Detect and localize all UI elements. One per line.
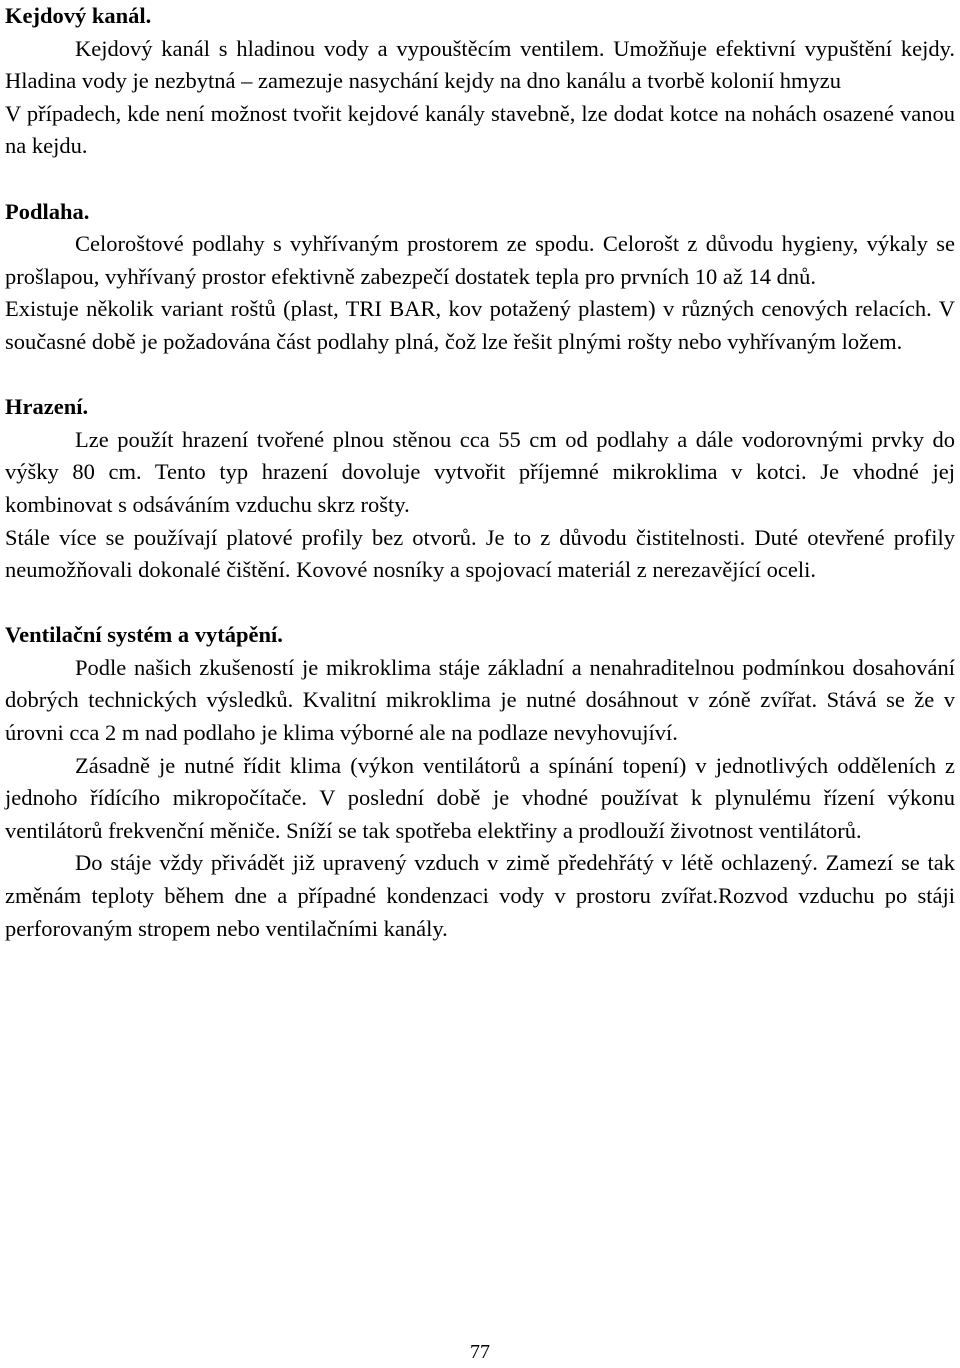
section-podlaha — [5, 196, 955, 359]
paragraph: Existuje několik variant roštů (plast, TRI BAR, kov potažený plastem) v různých cenových relacích. V současné době je požadována část podlahy plná, čož lze řešit plnými rošty nebo vyhřívaným ložem. — [5, 296, 955, 354]
section-hrazeni — [5, 391, 955, 587]
paragraph: Do stáje vždy přivádět již upravený vzduch v zimě předehřátý v létě ochlazený. Zamezí se tak změnám teploty během dne a případné kondenzaci vody v prostoru zvířat.Rozvod vzduchu po stáji perforovaným stropem nebo ventilačními kanály. — [5, 850, 955, 941]
paragraph: Zásadně je nutné řídit klima (výkon ventilátorů a spínání topení) v jednotlivých odděleních z jednoho řídícího mikropočítače. V poslední době je vhodné používat k plynulému řízení výkonu ventilátorů frekvenční měniče. Sníží se tak spotřeba elektřiny a prodlouží životnost ventilátorů. — [5, 752, 955, 843]
section-gap — [5, 587, 955, 620]
page-number: 77 — [470, 1341, 490, 1363]
document-page — [5, 0, 955, 945]
section-gap — [5, 359, 955, 392]
section-heading: Ventilační systém a vytápění. — [5, 622, 283, 648]
section-ventilacni-system — [5, 619, 955, 945]
section-heading: Hrazení. — [5, 394, 89, 420]
section-gap — [5, 163, 955, 196]
paragraph: V případech, kde není možnost tvořit kejdové kanály stavebně, lze dodat kotce na nohách osazené vanou na kejdu. — [5, 100, 955, 159]
paragraph: Lze použít hrazení tvořené plnou stěnou cca 55 cm od podlahy a dále vodorovnými prvky do výšky 80 cm. Tento typ hrazení dovoluje vytvořit příjemné mikroklima v kotci. Je vhodné jej kombinovat s odsáváním vzduchu skrz rošty. — [5, 426, 955, 517]
paragraph: Kejdový kanál s hladinou vody a vypouštěcím ventilem. Umožňuje efektivní vypuštění kejdy. Hladina vody je nezbytná – zamezuje nasychání kejdy na dno kanálu a tvorbě kolonií hmyzu — [5, 35, 955, 94]
section-heading: Podlaha. — [5, 198, 90, 224]
paragraph: Celoroštové podlahy s vyhřívaným prostorem ze spodu. Celorošt z důvodu hygieny, výkaly se prošlapou, vyhřívaný prostor efektivně zabezpečí dostatek tepla pro prvních 10 až 14 dnů. — [5, 231, 955, 289]
section-kejdovy-kanal — [5, 0, 955, 163]
paragraph: Podle našich zkušeností je mikroklima stáje základní a nenahraditelnou podmínkou dosahování dobrých technických výsledků. Kvalitní mikroklima je nutné dosáhnout v zóně zvířat. Stává se že v úrovni cca 2 m nad podlaho je klima výborné ale na podlaze nevyhovujíví. — [5, 654, 955, 746]
paragraph: Stále více se používají platové profily bez otvorů. Je to z důvodu čistitelnosti. Duté otevřené profily neumožňovali dokonalé čištění. Kovové nosníky a spojovací materiál z nerezavějící oceli. — [5, 524, 955, 583]
section-heading: Kejdový kanál. — [5, 3, 152, 28]
